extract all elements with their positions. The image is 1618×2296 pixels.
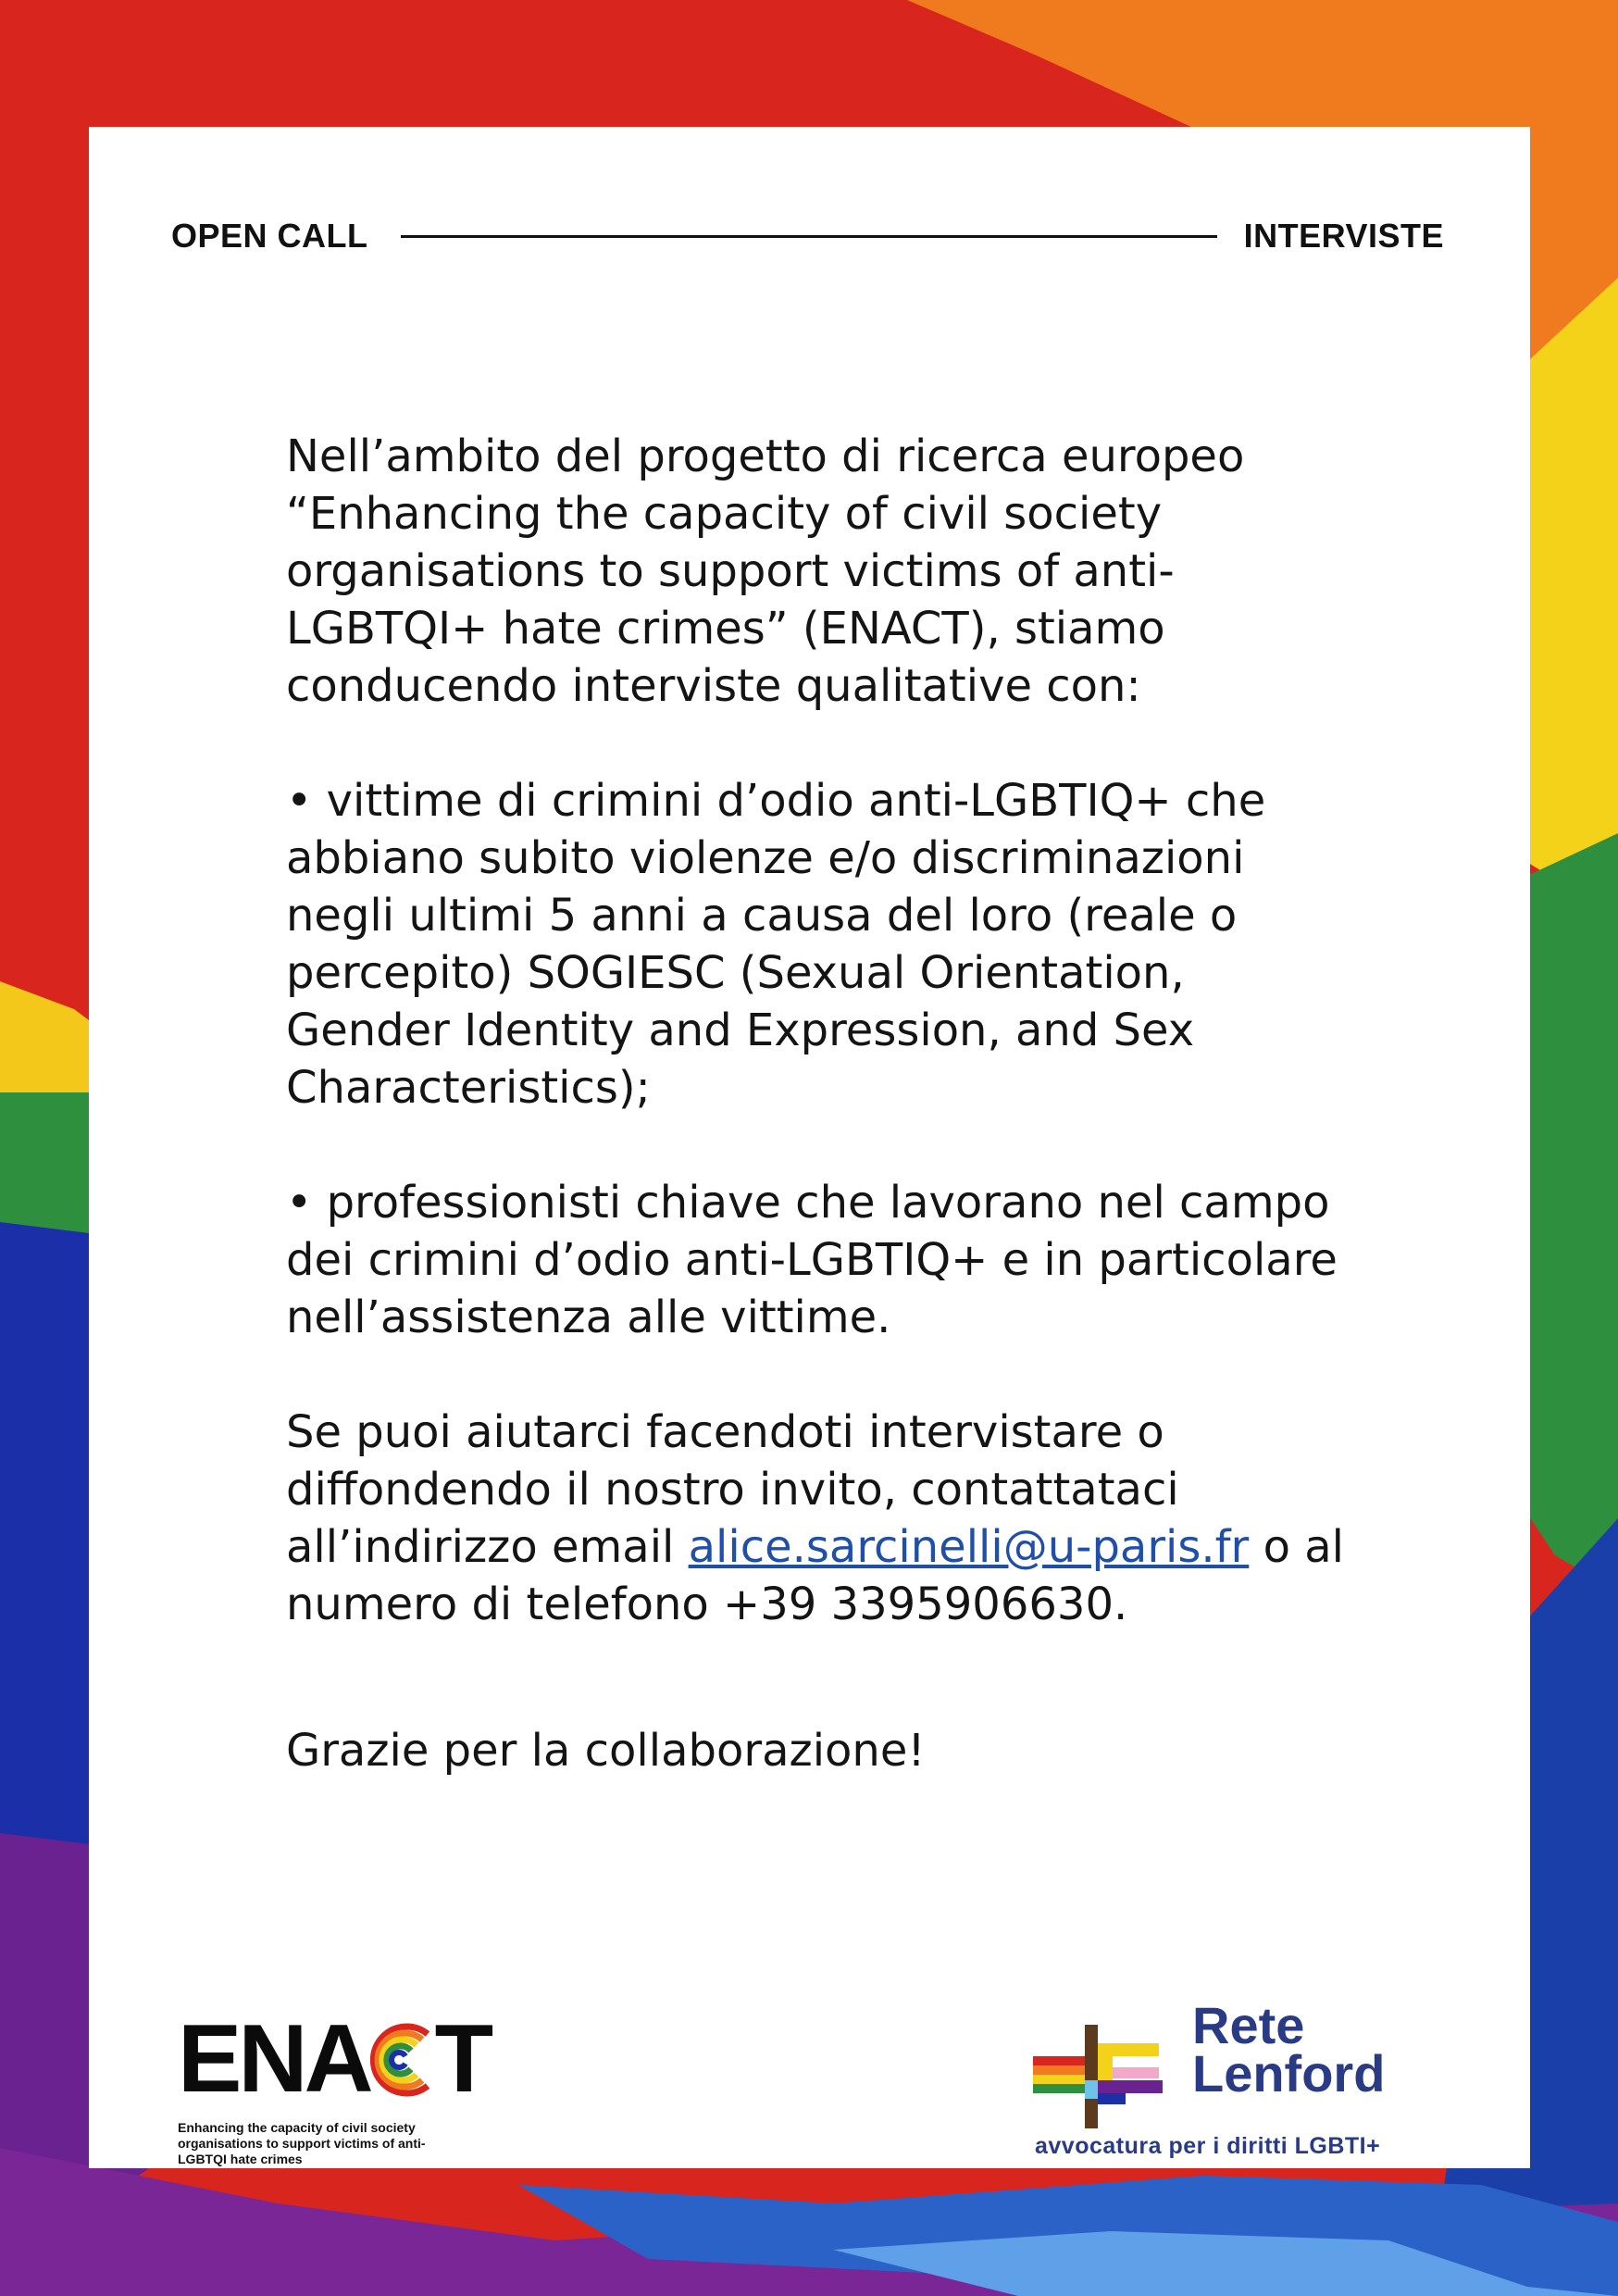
enact-letter-t: T xyxy=(434,2005,491,2113)
thanks-text: Grazie per la collaborazione! xyxy=(286,1725,926,1777)
enact-tagline: Enhancing the capacity of civil society organisations to support victims of anti-LGBTQI hate crimes xyxy=(178,2120,426,2166)
email-link[interactable]: alice.sarcinelli@u-paris.fr xyxy=(688,1521,1250,1573)
rete-lenford-name xyxy=(1192,1996,1386,2103)
progress-flag-cross-icon xyxy=(1033,2025,1172,2128)
bullet-victims: • vittime di crimini d’odio anti-LGBTIQ+ che abbiano subito violenze e/o discriminazioni negli ultimi 5 anni a causa del loro (reale o percepito) SOGIESC (Sexual Orientation, Gender Identity and Expression, and Sex Characteristics); xyxy=(286,775,1266,1114)
header-divider xyxy=(401,235,1217,238)
phone-text: o al numero di telefono +39 3395906630. xyxy=(286,1521,1344,1630)
intro-paragraph: Nell’ambito del progetto di ricerca europeo “Enhancing the capacity of civil society organisations to support victims of anti-LGBTQI+ hate crimes” (ENACT), stiamo conducendo interviste qualitative con: xyxy=(286,430,1245,712)
body-text xyxy=(286,428,1350,1837)
rete-subtitle: avvocatura per i diritti LGBTI+ xyxy=(1035,2133,1381,2159)
bullet-professionals: • professionisti chiave che lavorano nel campo dei crimini d’odio anti-LGBTIQ+ e in particolare nell’assistenza alle vittime. xyxy=(286,1177,1338,1343)
interviste-label: INTERVISTE xyxy=(1243,217,1444,255)
rainbow-c-icon xyxy=(370,2021,435,2099)
enact-logo xyxy=(178,2005,491,2167)
white-card xyxy=(89,127,1530,2168)
open-call-label: OPEN CALL xyxy=(171,217,368,255)
rete-word: Rete xyxy=(1192,1996,1305,2054)
enact-wordmark xyxy=(178,2005,491,2113)
contact-paragraph xyxy=(286,1404,1350,1633)
rete-lenford-logo xyxy=(1033,1996,1459,2131)
header xyxy=(171,213,1444,259)
enact-letters: ENA xyxy=(178,2005,370,2113)
contact-text: Se puoi aiutarci facendoti intervistare o diffondendo il nostro invito, contattataci all’indirizzo email xyxy=(286,1406,1179,1573)
lenford-word: Lenford xyxy=(1192,2044,1386,2103)
